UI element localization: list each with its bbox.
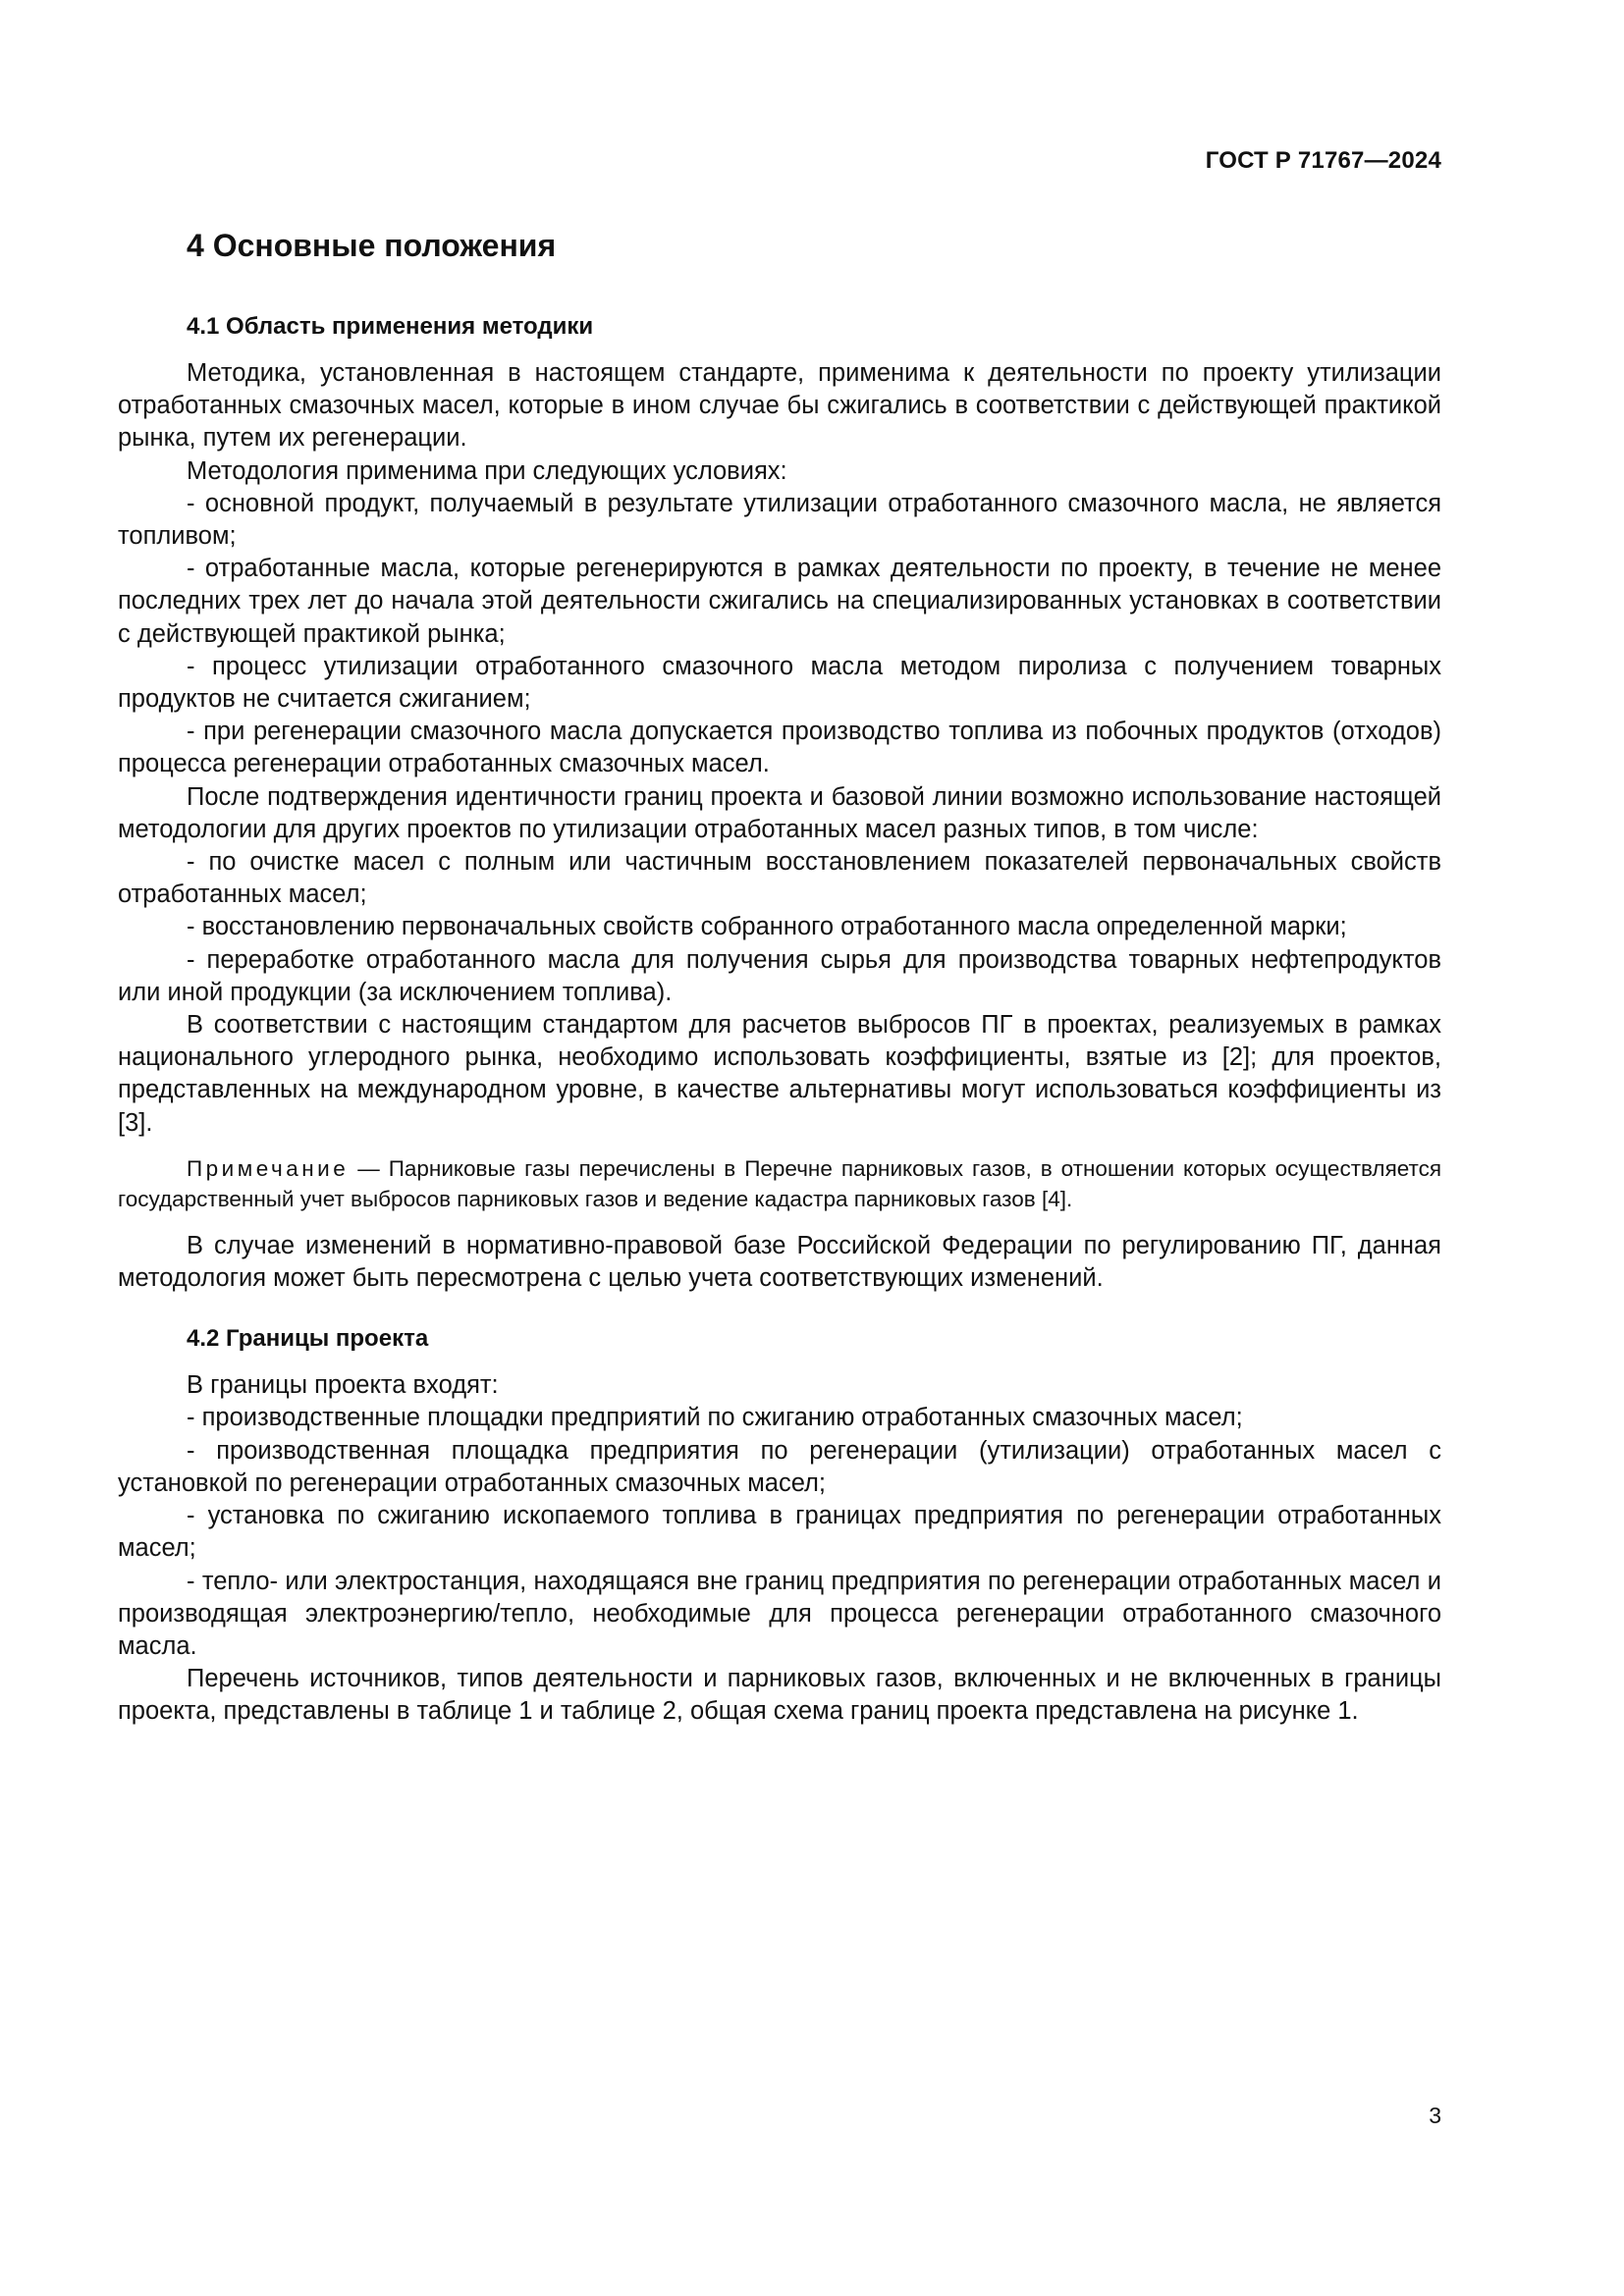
subsection-title-boundaries: 4.2 Границы проекта — [187, 1325, 429, 1353]
list-item: - при регенерации смазочного масла допускается производство топлива из побочных продуктов (отходов) процесса регенерации отработанных смазочных масел. — [118, 718, 1441, 778]
list-item: - восстановлению первоначальных свойств собранного отработанного масла определенной марки; — [187, 913, 1347, 941]
list-item: - тепло- или электростанция, находящаяся вне границ предприятия по регенерации отработанных масел и производящая электроэнергию/тепло, необходимые для процесса регенерации отработанного смазочного масла. — [118, 1567, 1441, 1660]
list-item: - переработке отработанного масла для получения сырья для производства товарных нефтепродуктов или иной продукции (за исключением топлива). — [118, 945, 1441, 1006]
page-content — [118, 222, 1441, 1729]
paragraph: Перечень источников, типов деятельности и парниковых газов, включенных и не включенных в границы проекта, представлены в таблице 1 и таблице 2, общая схема границ проекта представлена на рисунке 1. — [118, 1665, 1441, 1726]
note-label: Примечание — [187, 1155, 350, 1181]
list-item: - производственные площадки предприятий по сжиганию отработанных смазочных масел; — [187, 1404, 1243, 1432]
list-item: - производственная площадка предприятия по регенерации (утилизации) отработанных масел с установкой по регенерации отработанных смазочных масел; — [118, 1436, 1441, 1497]
paragraph: После подтверждения идентичности границ проекта и базовой линии возможно использование настоящей методологии для других проектов по утилизации отработанных масел разных типов, в том числе: — [118, 782, 1441, 843]
list-item: - процесс утилизации отработанного смазочного масла методом пиролиза с получением товарных продуктов не считается сжиганием; — [118, 652, 1441, 714]
note-text: — Парниковые газы перечислены в Перечне парниковых газов, в отношении которых осуществляется государственный учет выбросов парниковых газов и ведение кадастра парниковых газов [4]. — [118, 1155, 1441, 1211]
note — [118, 1153, 1441, 1214]
subsection-title-scope: 4.1 Область применения методики — [187, 313, 594, 340]
list-item: - основной продукт, получаемый в результате утилизации отработанного смазочного масла, не является топливом; — [118, 489, 1441, 551]
document-code: ГОСТ Р 71767—2024 — [1205, 147, 1441, 174]
list-item: - установка по сжиганию ископаемого топлива в границах предприятия по регенерации отработанных масел; — [118, 1502, 1441, 1563]
paragraph: В границы проекта входят: — [187, 1371, 499, 1400]
paragraph: Методика, установленная в настоящем стандарте, применима к деятельности по проекту утилизации отработанных смазочных масел, которые в ином случае бы сжигались в соответствии с действующей практикой рынка, путем их регенерации. — [118, 359, 1441, 453]
list-item: - по очистке масел с полным или частичным восстановлением показателей первоначальных свойств отработанных масел; — [118, 848, 1441, 909]
paragraph: В случае изменений в нормативно-правовой базе Российской Федерации по регулированию ПГ, данная методология может быть пересмотрена с целью учета соответствующих изменений. — [118, 1231, 1441, 1293]
paragraph: Методология применима при следующих условиях: — [187, 456, 787, 485]
section-title: 4 Основные положения — [187, 228, 557, 263]
list-item: - отработанные масла, которые регенерируются в рамках деятельности по проекту, в течение не менее последних трех лет до начала этой деятельности сжигались на специализированных установках в соответствии с действующей практикой рынка; — [118, 555, 1441, 648]
paragraph: В соответствии с настоящим стандартом для расчетов выбросов ПГ в проектах, реализуемых в рамках национального углеродного рынка, необходимо использовать коэффициенты, взятые из [2]; для проектов, представленных на международном уровне, в качестве альтернативы могут использоваться коэффициенты из [3]. — [118, 1011, 1441, 1137]
page-number: 3 — [1429, 2103, 1441, 2128]
